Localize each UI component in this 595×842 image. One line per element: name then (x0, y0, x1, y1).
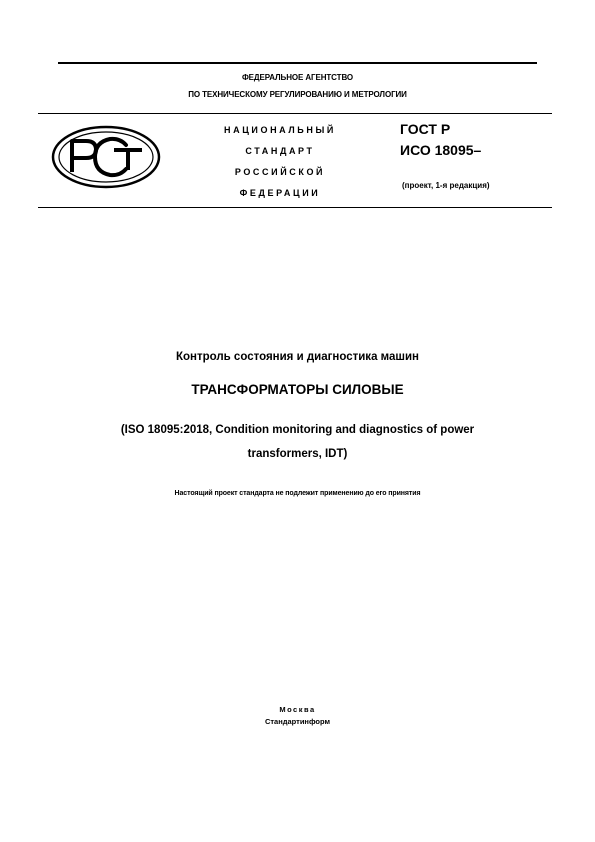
national-standard-line-3: РОССИЙСКОЙ (234, 167, 326, 177)
draft-edition-note: (проект, 1-я редакция) (402, 181, 490, 190)
agency-line-2: ПО ТЕХНИЧЕСКОМУ РЕГУЛИРОВАНИЮ И МЕТРОЛОГИИ (188, 90, 407, 99)
international-reference-line-1: (ISO 18095:2018, Condition monitoring and diagnostics of power (120, 424, 475, 436)
agency-line-1: ФЕДЕРАЛЬНОЕ АГЕНТСТВО (241, 73, 354, 82)
standard-designation-line-1: ГОСТ Р (400, 121, 451, 137)
national-standard-line-1: НАЦИОНАЛЬНЫЙ (224, 125, 336, 135)
document-subtitle: Контроль состояния и диагностика машин (175, 351, 420, 363)
draft-notice: Настоящий проект стандарта не подлежит применению до его принятия (174, 490, 421, 497)
publication-city: Москва (279, 705, 316, 714)
national-standard-line-4: ФЕДЕРАЦИИ (239, 188, 321, 198)
publisher-name: Стандартинформ (264, 717, 331, 726)
top-rule (58, 62, 537, 64)
international-reference-line-2: transformers, IDT) (247, 448, 348, 460)
document-title: ТРАНСФОРМАТОРЫ СИЛОВЫЕ (191, 382, 404, 397)
national-standard-line-2: СТАНДАРТ (245, 146, 315, 156)
standard-designation-line-2: ИСО 18095– (400, 142, 482, 158)
header-bottom-rule (38, 207, 552, 208)
gost-logo (50, 124, 162, 190)
header-rule (38, 113, 552, 114)
